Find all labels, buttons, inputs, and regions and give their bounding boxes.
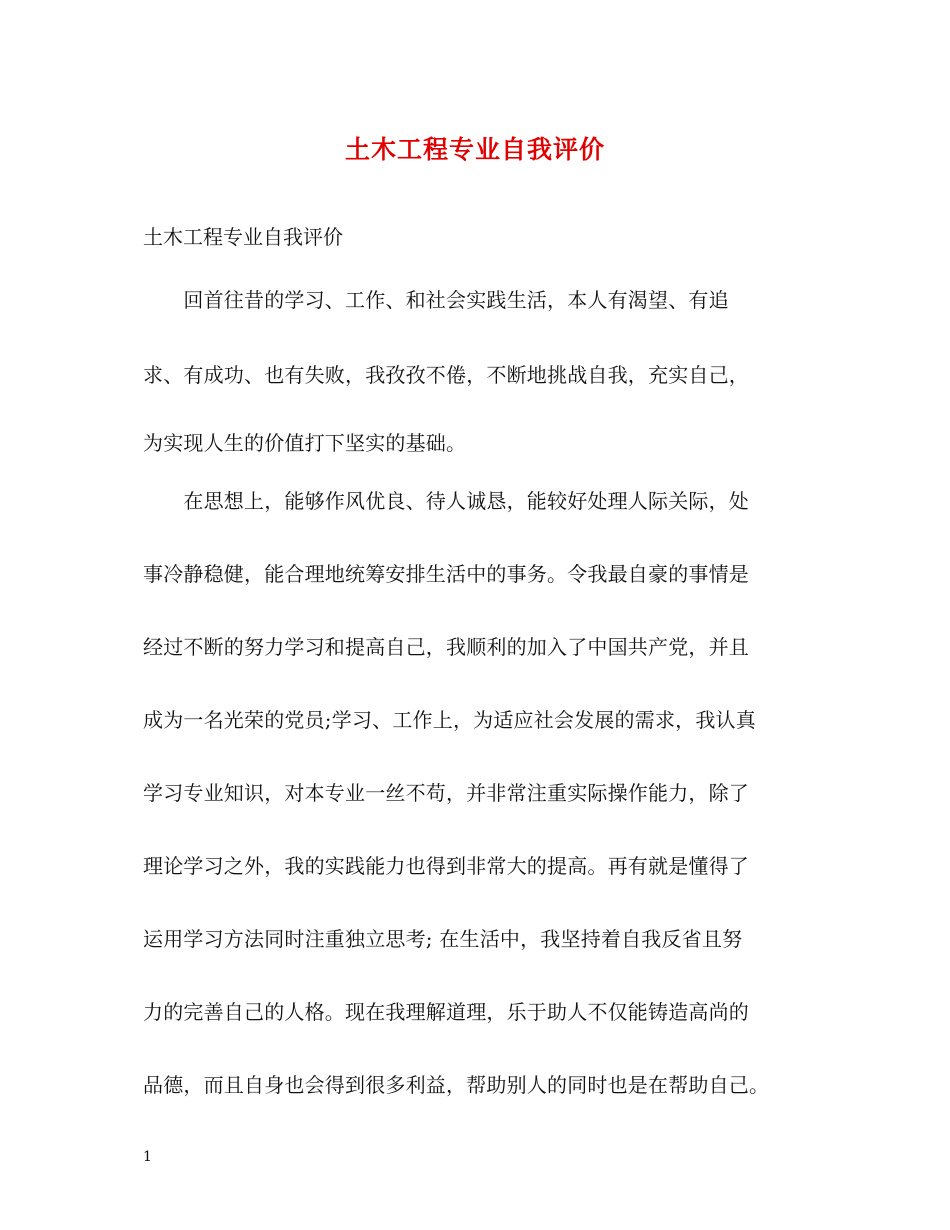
body-line: 在思想上，能够作风优良、待人诚恳，能较好处理人际关际，处 — [143, 489, 749, 513]
body-line: 品德，而且自身也会得到很多利益，帮助别人的同时也是在帮助自己。 — [143, 1073, 770, 1097]
body-line: 事冷静稳健，能合理地统筹安排生活中的事务。令我最自豪的事情是 — [143, 562, 749, 586]
body-line: 学习专业知识，对本专业一丝不苟，并非常注重实际操作能力，除了 — [143, 781, 749, 805]
page-number: 1 — [143, 1149, 152, 1165]
body-line: 求、有成功、也有失败，我孜孜不倦，不断地挑战自我，充实自己， — [143, 363, 749, 387]
document-title: 土木工程专业自我评价 — [344, 135, 605, 164]
body-line: 回首往昔的学习、工作、和社会实践生活，本人有渴望、有追 — [143, 288, 729, 312]
body-line: 经过不断的努力学习和提高自己，我顺利的加入了中国共产党，并且 — [143, 635, 749, 659]
body-line: 力的完善自己的人格。现在我理解道理，乐于助人不仅能铸造高尚的 — [143, 1000, 749, 1024]
body-line: 理论学习之外，我的实践能力也得到非常大的提高。再有就是懂得了 — [143, 854, 749, 878]
body-line: 成为一名光荣的党员;学习、工作上，为适应社会发展的需求，我认真 — [143, 708, 756, 732]
body-line: 为实现人生的价值打下坚实的基础。 — [143, 431, 467, 455]
body-line: 运用学习方法同时注重独立思考; 在生活中，我坚持着自我反省且努 — [143, 927, 743, 951]
document-subtitle: 土木工程专业自我评价 — [143, 225, 343, 249]
